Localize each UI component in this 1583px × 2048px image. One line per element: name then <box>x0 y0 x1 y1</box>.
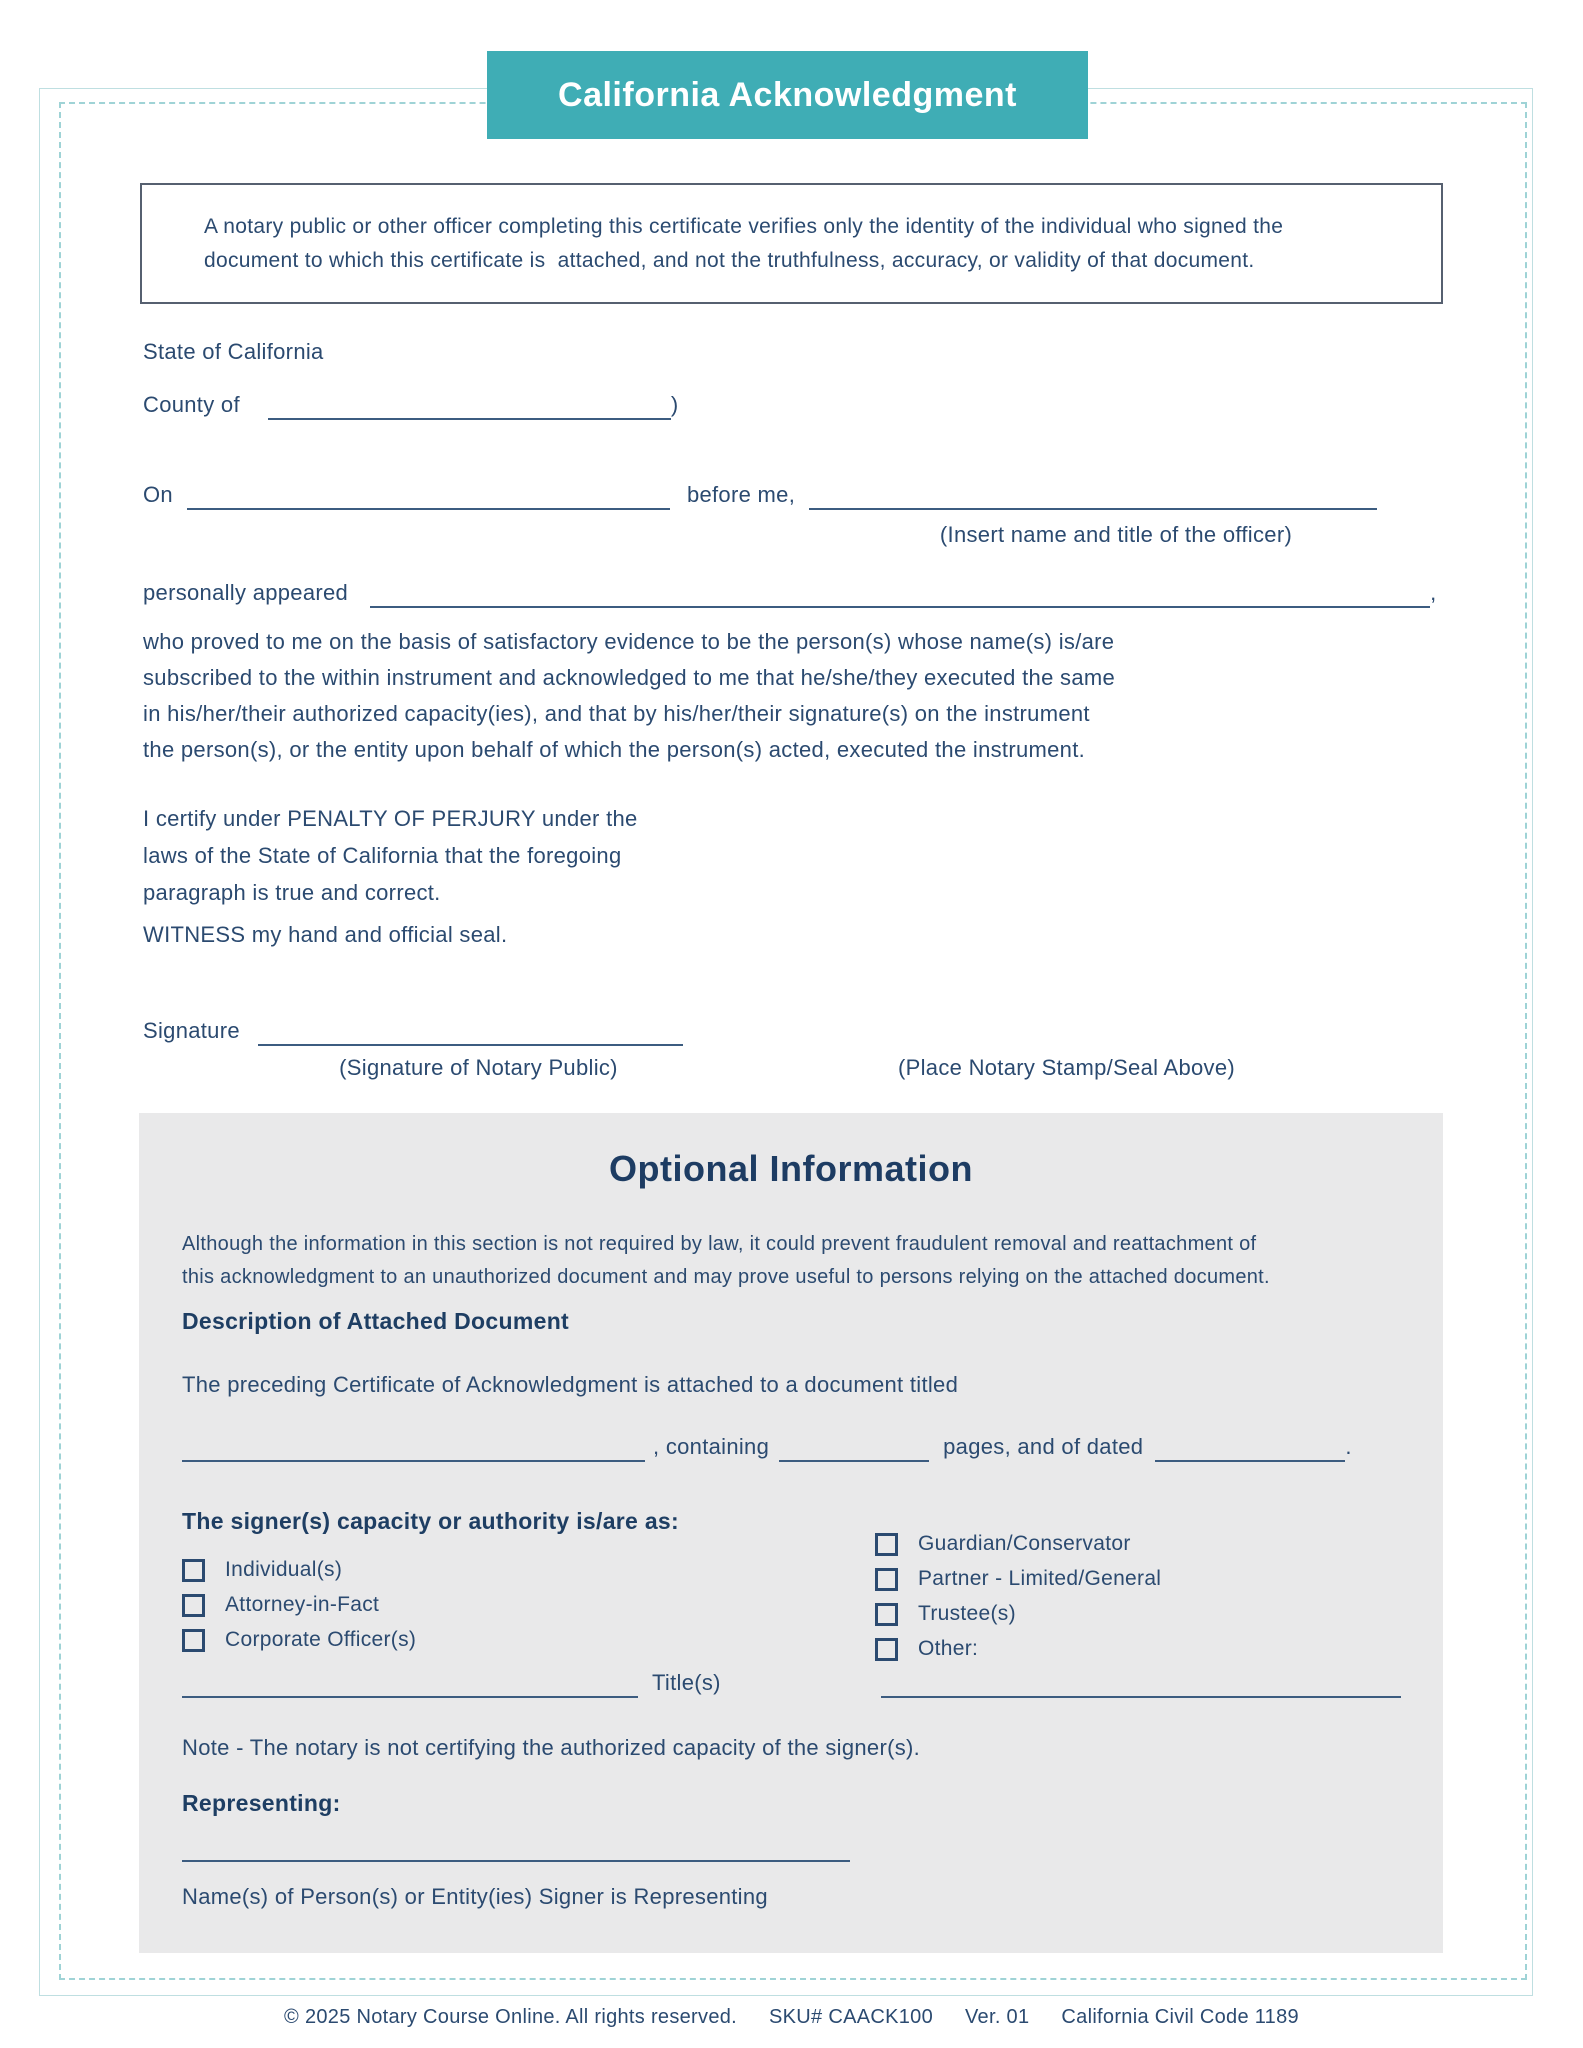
capacity-left-column <box>182 1558 416 1663</box>
containing-label: , containing <box>653 1434 770 1459</box>
signature-row <box>143 1016 683 1046</box>
checkbox-guardian-conservator[interactable] <box>875 1533 898 1556</box>
footer <box>0 2006 1583 2029</box>
appearer-names-input[interactable] <box>370 582 1430 608</box>
capacity-right-column <box>875 1532 1161 1672</box>
titles-input[interactable] <box>182 1672 638 1698</box>
representing-input[interactable] <box>182 1836 850 1862</box>
footer-sku: SKU# CAACK100 <box>769 2006 934 2028</box>
personally-appeared-row <box>143 578 1437 608</box>
date-input[interactable] <box>187 484 670 510</box>
document-date-input[interactable] <box>1155 1436 1345 1462</box>
on-label: On <box>143 482 173 507</box>
pages-label: pages, and of dated <box>943 1434 1144 1459</box>
checkbox-corporate-officers[interactable] <box>182 1629 205 1652</box>
notary-signature-input[interactable] <box>258 1020 683 1046</box>
certify-paragraph: I certify under PENALTY OF PERJURY under the laws of the State of California that the foregoing paragraph is true and correct. <box>143 806 638 905</box>
date-officer-row <box>143 480 1377 510</box>
capacity-item-attorney-in-fact <box>182 1593 416 1617</box>
capacity-label: Attorney-in-Fact <box>225 1593 380 1616</box>
representing-hint: Name(s) of Person(s) or Entity(ies) Signer is Representing <box>182 1884 768 1909</box>
signature-label: Signature <box>143 1018 240 1043</box>
officer-name-input[interactable] <box>809 484 1377 510</box>
capacity-label: Trustee(s) <box>918 1602 1016 1625</box>
capacity-item-partner <box>875 1567 1161 1591</box>
checkbox-trustees[interactable] <box>875 1603 898 1626</box>
before-me-label: before me, <box>686 482 796 507</box>
attached-intro-line: The preceding Certificate of Acknowledgment is attached to a document titled <box>182 1372 959 1397</box>
description-heading: Description of Attached Document <box>182 1308 569 1334</box>
capacity-item-other <box>875 1637 1161 1661</box>
checkbox-individuals[interactable] <box>182 1559 205 1582</box>
officer-hint: (Insert name and title of the officer) <box>939 522 1293 547</box>
county-label: County of <box>143 392 240 417</box>
footer-copyright: © 2025 Notary Course Online. All rights reserved. <box>284 2006 738 2028</box>
optional-information-title: Optional Information <box>609 1148 973 1189</box>
checkbox-partner[interactable] <box>875 1568 898 1591</box>
capacity-label: Guardian/Conservator <box>918 1532 1131 1555</box>
state-line: State of California <box>143 339 324 364</box>
document-title-input[interactable] <box>182 1436 645 1462</box>
optional-intro: Although the information in this section is not required by law, it could prevent fraudulent removal and reattachment of this acknowledgment to an unauthorized document and may prove useful to persons relying on the attached document. <box>182 1233 1270 1288</box>
checkbox-attorney-in-fact[interactable] <box>182 1594 205 1617</box>
signature-hint: (Signature of Notary Public) <box>339 1055 618 1080</box>
details-period: . <box>1345 1434 1352 1459</box>
witness-line: WITNESS my hand and official seal. <box>143 922 508 947</box>
capacity-item-individuals <box>182 1558 416 1582</box>
page-title: California Acknowledgment <box>558 75 1017 114</box>
notary-notice-box <box>140 183 1443 304</box>
capacity-item-trustees <box>875 1602 1161 1626</box>
capacity-heading: The signer(s) capacity or authority is/are as: <box>182 1508 679 1534</box>
titles-label: Title(s) <box>652 1670 721 1695</box>
capacity-note: Note - The notary is not certifying the authorized capacity of the signer(s). <box>182 1735 921 1760</box>
capacity-label: Other: <box>918 1637 979 1660</box>
capacity-label: Partner - Limited/General <box>918 1567 1162 1590</box>
other-capacity-input[interactable] <box>881 1672 1401 1698</box>
capacity-item-guardian-conservator <box>875 1532 1161 1556</box>
personally-appeared-label: personally appeared <box>143 580 349 605</box>
county-input[interactable] <box>268 394 671 420</box>
trailing-comma: , <box>1430 580 1437 605</box>
capacity-label: Corporate Officer(s) <box>225 1628 417 1651</box>
county-row <box>143 390 679 420</box>
pages-count-input[interactable] <box>779 1436 929 1462</box>
title-banner <box>487 51 1088 139</box>
footer-civil-code: California Civil Code 1189 <box>1061 2006 1299 2028</box>
county-close-paren: ) <box>670 392 679 417</box>
checkbox-other[interactable] <box>875 1638 898 1661</box>
document-details-row <box>182 1432 1352 1462</box>
proof-paragraph: who proved to me on the basis of satisfactory evidence to be the person(s) whose name(s) is/are subscribed to the within instrument and acknowledged to me that he/she/they executed the same in his/her/their authorized capacity(ies), and that by his/her/their signature(s) on the instrument the person(s), or the entity upon behalf of which the person(s) acted, executed the instrument. <box>143 629 1116 762</box>
representing-heading: Representing: <box>182 1790 341 1816</box>
footer-version: Ver. 01 <box>965 2006 1030 2028</box>
notary-notice-text: A notary public or other officer completing this certificate verifies only the identity of the individual who signed the document to which this certificate is attached, and not the truthfulness, accuracy, or validity of that document. <box>204 214 1284 272</box>
capacity-item-corporate-officers <box>182 1628 416 1652</box>
stamp-hint: (Place Notary Stamp/Seal Above) <box>898 1055 1236 1080</box>
capacity-label: Individual(s) <box>225 1558 343 1581</box>
